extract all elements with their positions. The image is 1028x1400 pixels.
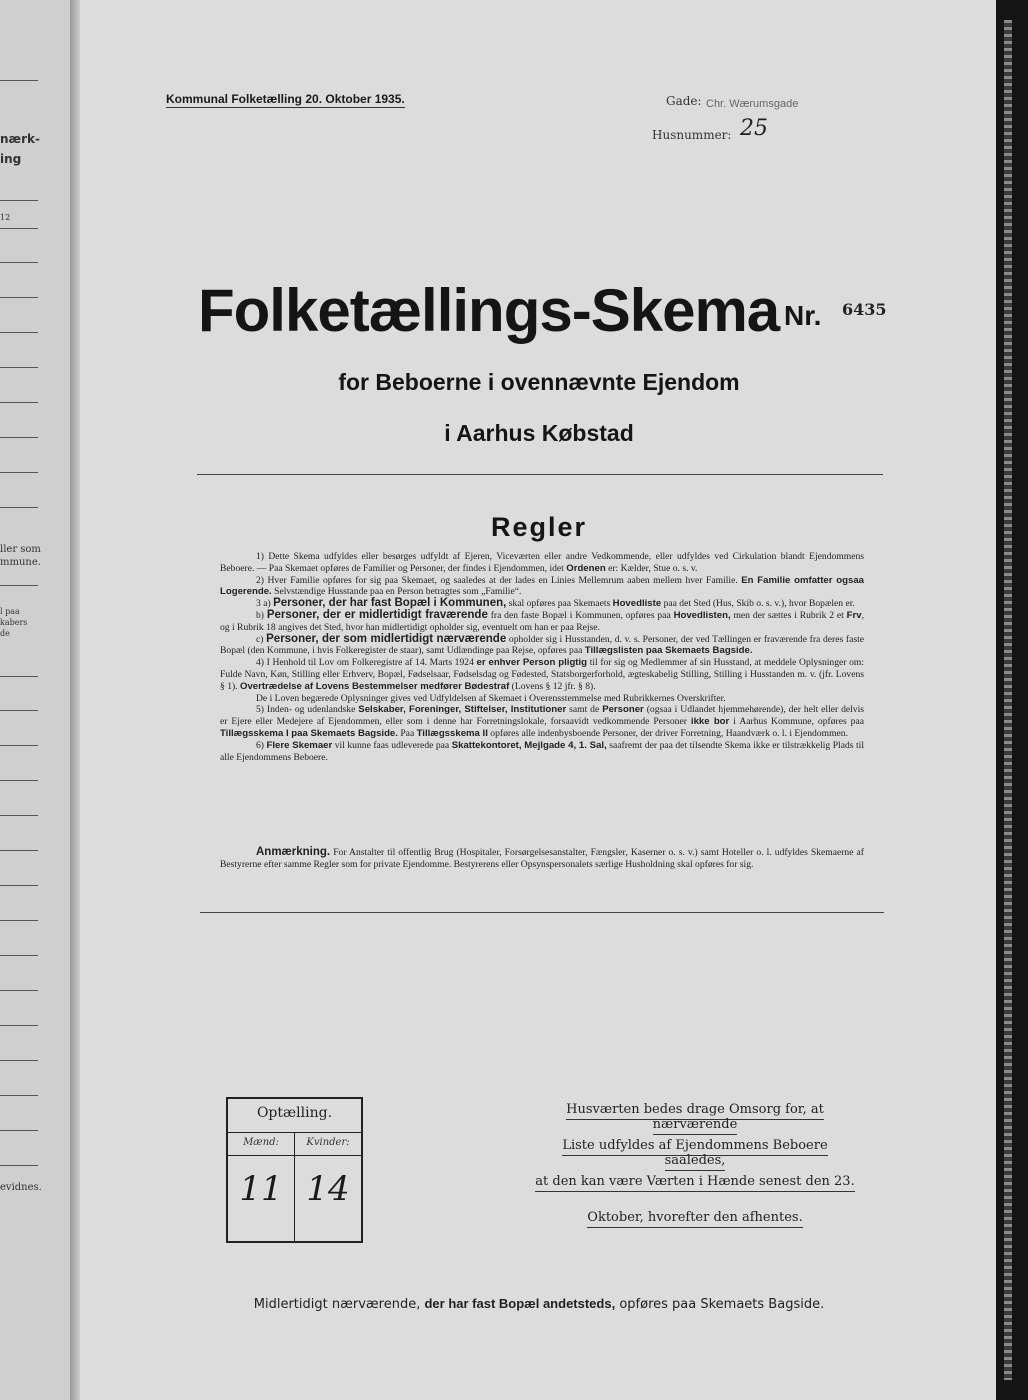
left-page-rule	[0, 585, 38, 586]
remark-text: For Anstalter til offentlig Brug (Hospitaler, Forsørgelsesanstalter, Fængsler, Kaserner o. s. v.) samt Hoteller o. l. udfyldes Skemaerne af Bestyrerne efter samme Regler som for private Ejendomme. Bestyrerens eller Opsynspersonalets særlige Husholdning skal opføres for sig.	[220, 847, 864, 870]
left-page-text: de	[0, 629, 10, 638]
left-page-rule	[0, 1095, 38, 1096]
rules-heading: Regler	[490, 512, 588, 542]
left-page-rule	[0, 228, 38, 229]
left-page-text: ller som	[0, 544, 41, 555]
left-page-rule	[0, 402, 38, 403]
rule-3c: c) Personer, der som midlertidigt nærværende opholder sig i Husstanden, d. v. s. Personer, der ved Tællingen er fraværende fra deres faste Bopæl (den Kommune, i hvis Folkeregister de staar), samt Udlændinge paa Rejse, opføres paa Tillægslisten paa Skemaets Bagside.	[220, 632, 864, 657]
left-page-rule	[0, 1060, 38, 1061]
street-value-stamp: Chr. Wærumsgade	[706, 98, 799, 110]
left-page-rule	[0, 955, 38, 956]
census-header: Kommunal Folketælling 20. Oktober 1935.	[166, 92, 405, 106]
men-count: 11	[239, 1169, 283, 1209]
host-note-line: at den kan være Værten i Hænde senest den 23.	[530, 1174, 860, 1189]
left-page-rule	[0, 80, 38, 81]
form-location: i Aarhus Købstad	[444, 420, 634, 446]
left-page-text: ing	[0, 152, 22, 166]
host-note-line: Husværten bedes drage Omsorg for, at nærværende	[530, 1102, 860, 1132]
form-title: Folketællings-Skema	[198, 277, 780, 344]
rule-6: 6) Flere Skemaer vil kunne faas udleverede paa Skattekontoret, Mejlgade 4, 1. Sal, saafremt der paa det tilsendte Skema ikke er tilstrækkelig Plads til alle Ejendommens Beboere.	[220, 739, 864, 763]
left-page-rule	[0, 990, 38, 991]
rule-4-note: De i Loven begærede Oplysninger gives ved Udfyldelsen af Skemaet i Overensstemmelse med Rubrikkernes Overskrifter.	[256, 692, 726, 704]
left-page-fragment	[0, 0, 74, 1400]
form-subtitle: for Beboerne i ovennævnte Ejendom	[338, 369, 740, 395]
left-page-rule	[0, 1130, 38, 1131]
left-page-rule	[0, 780, 38, 781]
section-divider	[200, 912, 884, 913]
rules-text	[220, 551, 864, 763]
count-box	[226, 1097, 363, 1243]
host-note-line: Oktober, hvorefter den afhentes.	[530, 1210, 860, 1225]
census-form-page	[80, 0, 998, 1400]
left-page-rule	[0, 332, 38, 333]
left-page-rule	[0, 507, 38, 508]
count-box-title: Optælling.	[256, 1105, 333, 1121]
rule-4: 4) I Henhold til Lov om Folkeregistre af 14. Marts 1924 er enhver Person pligtig til for sig og Medlemmer af sin Husstand, at meddele Oplysninger om: Fulde Navn, Køn, Stilling eller Erhverv, Bopæl, Fødselsaar, Fødselsdag og Fødested, Statsborgerforhold, ægteskabelig Stilling, Stilling i Husstanden m. v. (jfr. Lovens § 1). Overtrædelse af Lovens Bestemmelser medfører Bødestraf (Lovens § 12 jfr. § 8).	[220, 657, 865, 692]
left-page-rule	[0, 1165, 38, 1166]
left-page-rule	[0, 200, 38, 201]
street-label: Gade:	[666, 94, 702, 108]
house-number-label: Husnummer:	[652, 128, 732, 142]
left-page-rule	[0, 262, 38, 263]
rule-3a: 3 a) Personer, der har fast Bopæl i Kommunen, skal opføres paa Skemaets Hovedliste paa det Sted (Hus, Skib o. s. v.), hvor Bopælen er.	[256, 597, 855, 610]
left-page-text: l paa	[0, 607, 20, 616]
left-page-rule	[0, 710, 38, 711]
women-count: 14	[306, 1169, 350, 1209]
left-page-text: evidnes.	[0, 1182, 42, 1193]
left-page-rule	[0, 437, 38, 438]
left-page-text: mmune.	[0, 557, 41, 568]
left-page-rule	[0, 676, 38, 677]
left-page-rule	[0, 815, 38, 816]
rule-2: 2) Hver Familie opføres for sig paa Skemaet, og saaledes at der lades en Linies Mellemrum aaben mellem hver Familie. En Familie omfatter ogsaa Logerende. Selvstændige Husstande paa en Person betragtes som „Familie“.	[220, 574, 865, 598]
rule-1: 1) Dette Skema udfyldes eller besørges udfyldt af Ejeren, Viceværten eller andre Vedkommende, eller udfyldes ved Cirkulation blandt Ejendommens Beboere. — Paa Skemaet opføres de Familier og Personer, der findes i Ejendommen, idet Ordenen er: Kælder, Stue o. s. v.	[220, 551, 864, 574]
form-number-label: Nr.	[784, 300, 822, 331]
left-page-rule	[0, 745, 38, 746]
left-page-rule	[0, 885, 38, 886]
left-page-rule	[0, 472, 38, 473]
left-page-text: nærk-	[0, 132, 40, 146]
left-page-text: 12	[0, 213, 11, 222]
book-edge	[996, 0, 1028, 1400]
remark-label: Anmærkning.	[256, 846, 331, 858]
left-page-rule	[0, 1025, 38, 1026]
left-page-rule	[0, 850, 38, 851]
remark-section	[220, 847, 864, 871]
rule-5: 5) Inden- og udenlandske Selskaber, Foreninger, Stiftelser, Institutioner samt de Personer (ogsaa i Udlandet hjemmehørende), der helt eller delvis er Ejere eller Medejere af Ejendommen, eller som i denne har Forretningslokale, forsaavidt vedkommende Personer ikke bor i Aarhus Kommune, opføres paa Tillægsskema I paa Skemaets Bagside. Paa Tillægsskema II opføres alle indenbysboende Personer, der driver Forretning, Haandværk o. l. i Ejendommen.	[220, 704, 865, 739]
women-label: Kvinder:	[306, 1137, 350, 1148]
left-page-rule	[0, 920, 38, 921]
footer-note: Midlertidigt nærværende, der har fast Bopæl andetsteds, opføres paa Skemaets Bagside.	[253, 1296, 825, 1312]
host-note-line: Liste udfyldes af Ejendommens Beboere saaledes,	[530, 1138, 860, 1168]
left-page-rule	[0, 297, 38, 298]
left-page-text: kabers	[0, 618, 28, 627]
page-edges	[1004, 20, 1012, 1380]
rule-3b: b) Personer, der er midlertidigt fraværende fra den faste Bopæl i Kommunen, opføres paa Hovedlisten, men der sættes i Rubrik 2 et Frv, og i Rubrik 18 angives det Sted, hvor han midlertidigt opholder sig, eventuelt om han er paa Rejse.	[220, 608, 864, 633]
house-number-value: 25	[740, 116, 768, 141]
form-number-value: 6435	[842, 300, 887, 319]
men-label: Mænd:	[243, 1137, 279, 1148]
section-divider	[197, 474, 883, 475]
left-page-rule	[0, 367, 38, 368]
